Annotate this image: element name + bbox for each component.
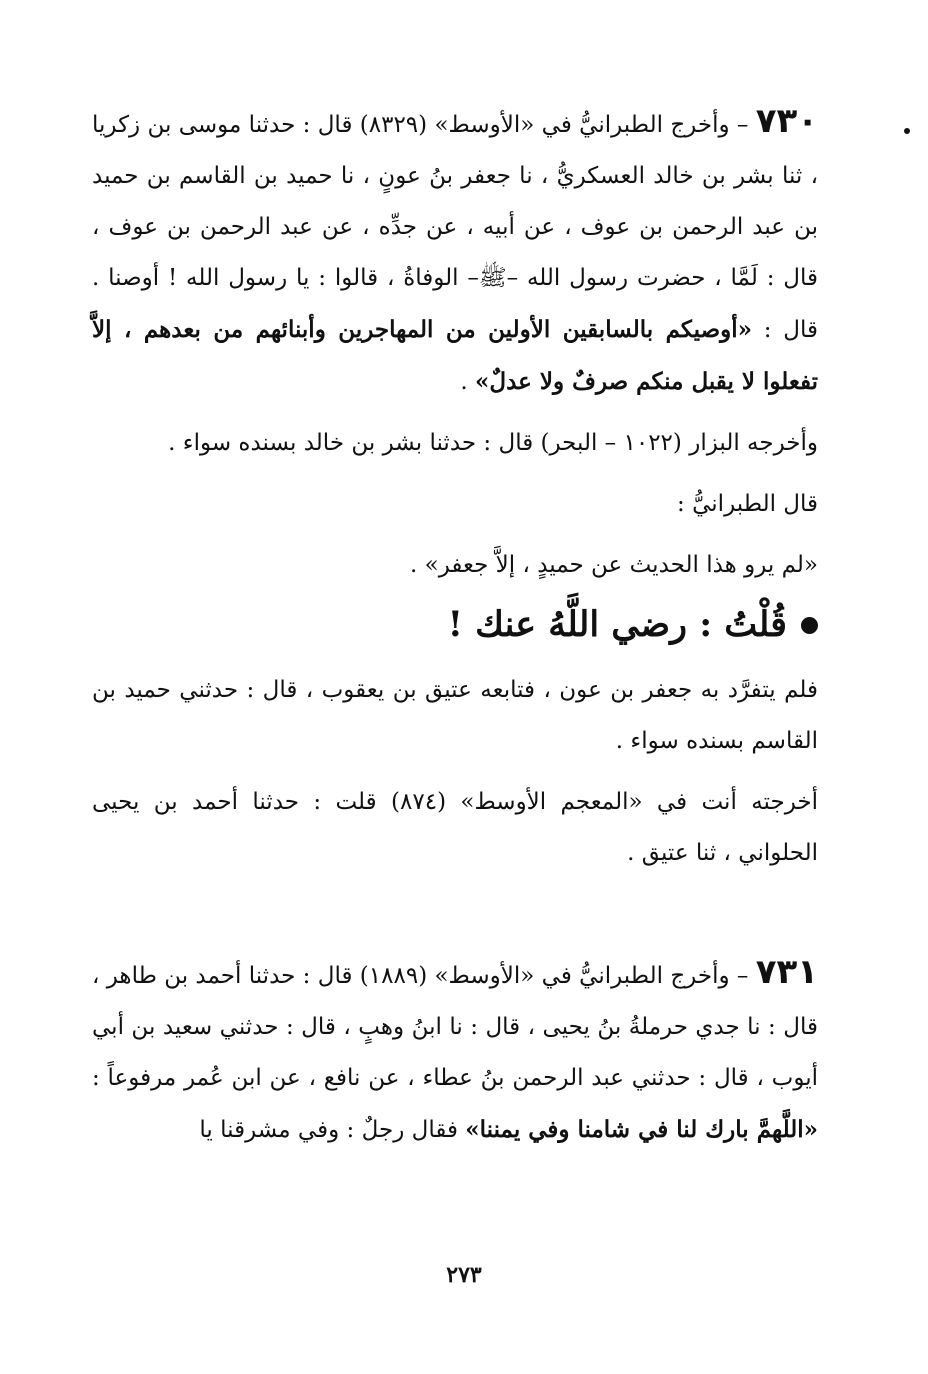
section-heading xyxy=(92,593,818,657)
hadith-end: . xyxy=(460,369,475,395)
hadith-continuation: فقال رجلٌ : وفي مشرقنا يا xyxy=(199,1117,466,1143)
hadith-quote: «أوصيكم بالسابقين الأولين من المهاجرين وأبنائهم من بعدهم ، إلاَّ تفعلوا لا يقبل منكم صرفٌ ولا عدلٌ» xyxy=(92,316,818,395)
page-body xyxy=(92,96,818,1156)
bazzar-line: وأخرجه البزار (١٠٢٢ – البحر) قال : حدثنا بشر بن خالد بسنده سواء . xyxy=(168,430,818,456)
hadith-number: ٧٣١ xyxy=(755,952,818,992)
commentary-paragraph-2: أخرجته أنت في «المعجم الأوسط» (٨٧٤) قلت : حدثنا أحمد بن يحيى الحلواني ، ثنا عتيق . xyxy=(92,789,818,866)
page-number: ٢٧٣ xyxy=(446,1262,482,1288)
hadith-text: – وأخرج الطبرانيُّ في «الأوسط» (٨٣٢٩) قال : حدثنا موسى بن زكريا ، ثنا بشر بن خالد العسكريُّ ، نا جعفر بنُ عونٍ ، نا حميد بن القاسم بن حميد بن عبد الرحمن بن عوف ، عن أبيه ، عن جدِّه ، عن عبد الرحمن بن عوف ، قال : لَمَّا ، حضرت رسول الله –ﷺ– الوفاةُ ، قالوا : يا رسول الله ! أوصنا . قال : xyxy=(92,112,818,343)
heading-text: قُلْتُ : رضي اللَّهُ عنك ! xyxy=(447,604,787,645)
commentary-paragraph-1: فلم يتفرَّد به جعفر بن عون ، فتابعه عتيق بن يعقوب ، قال : حدثني حميد بن القاسم بسنده سواء . xyxy=(92,677,818,754)
tabarani-said: قال الطبرانيُّ : xyxy=(677,491,818,517)
bullet-icon xyxy=(801,617,818,634)
hadith-731 xyxy=(92,947,818,1156)
hadith-730 xyxy=(92,96,818,408)
hadith-text: – وأخرج الطبرانيُّ في «الأوسط» (١٨٨٩) قال : حدثنا أحمد بن طاهر ، قال : نا جدي حرملةُ بنُ يحيى ، قال : نا ابنُ وهبٍ ، قال : حدثني سعيد بن أبي أيوب ، قال : حدثني عبد الرحمن بنُ عطاء ، عن نافع ، عن ابن عُمر مرفوعاً : xyxy=(92,963,818,1091)
tabarani-quote: «لم يرو هذا الحديث عن حميدٍ ، إلاَّ جعفر» . xyxy=(410,552,818,578)
hadith-number: ٧٣٠ xyxy=(755,101,818,141)
hadith-quote: «اللَّهمَّ بارك لنا في شامنا وفي يمننا» xyxy=(465,1116,818,1143)
margin-dot xyxy=(904,128,910,134)
